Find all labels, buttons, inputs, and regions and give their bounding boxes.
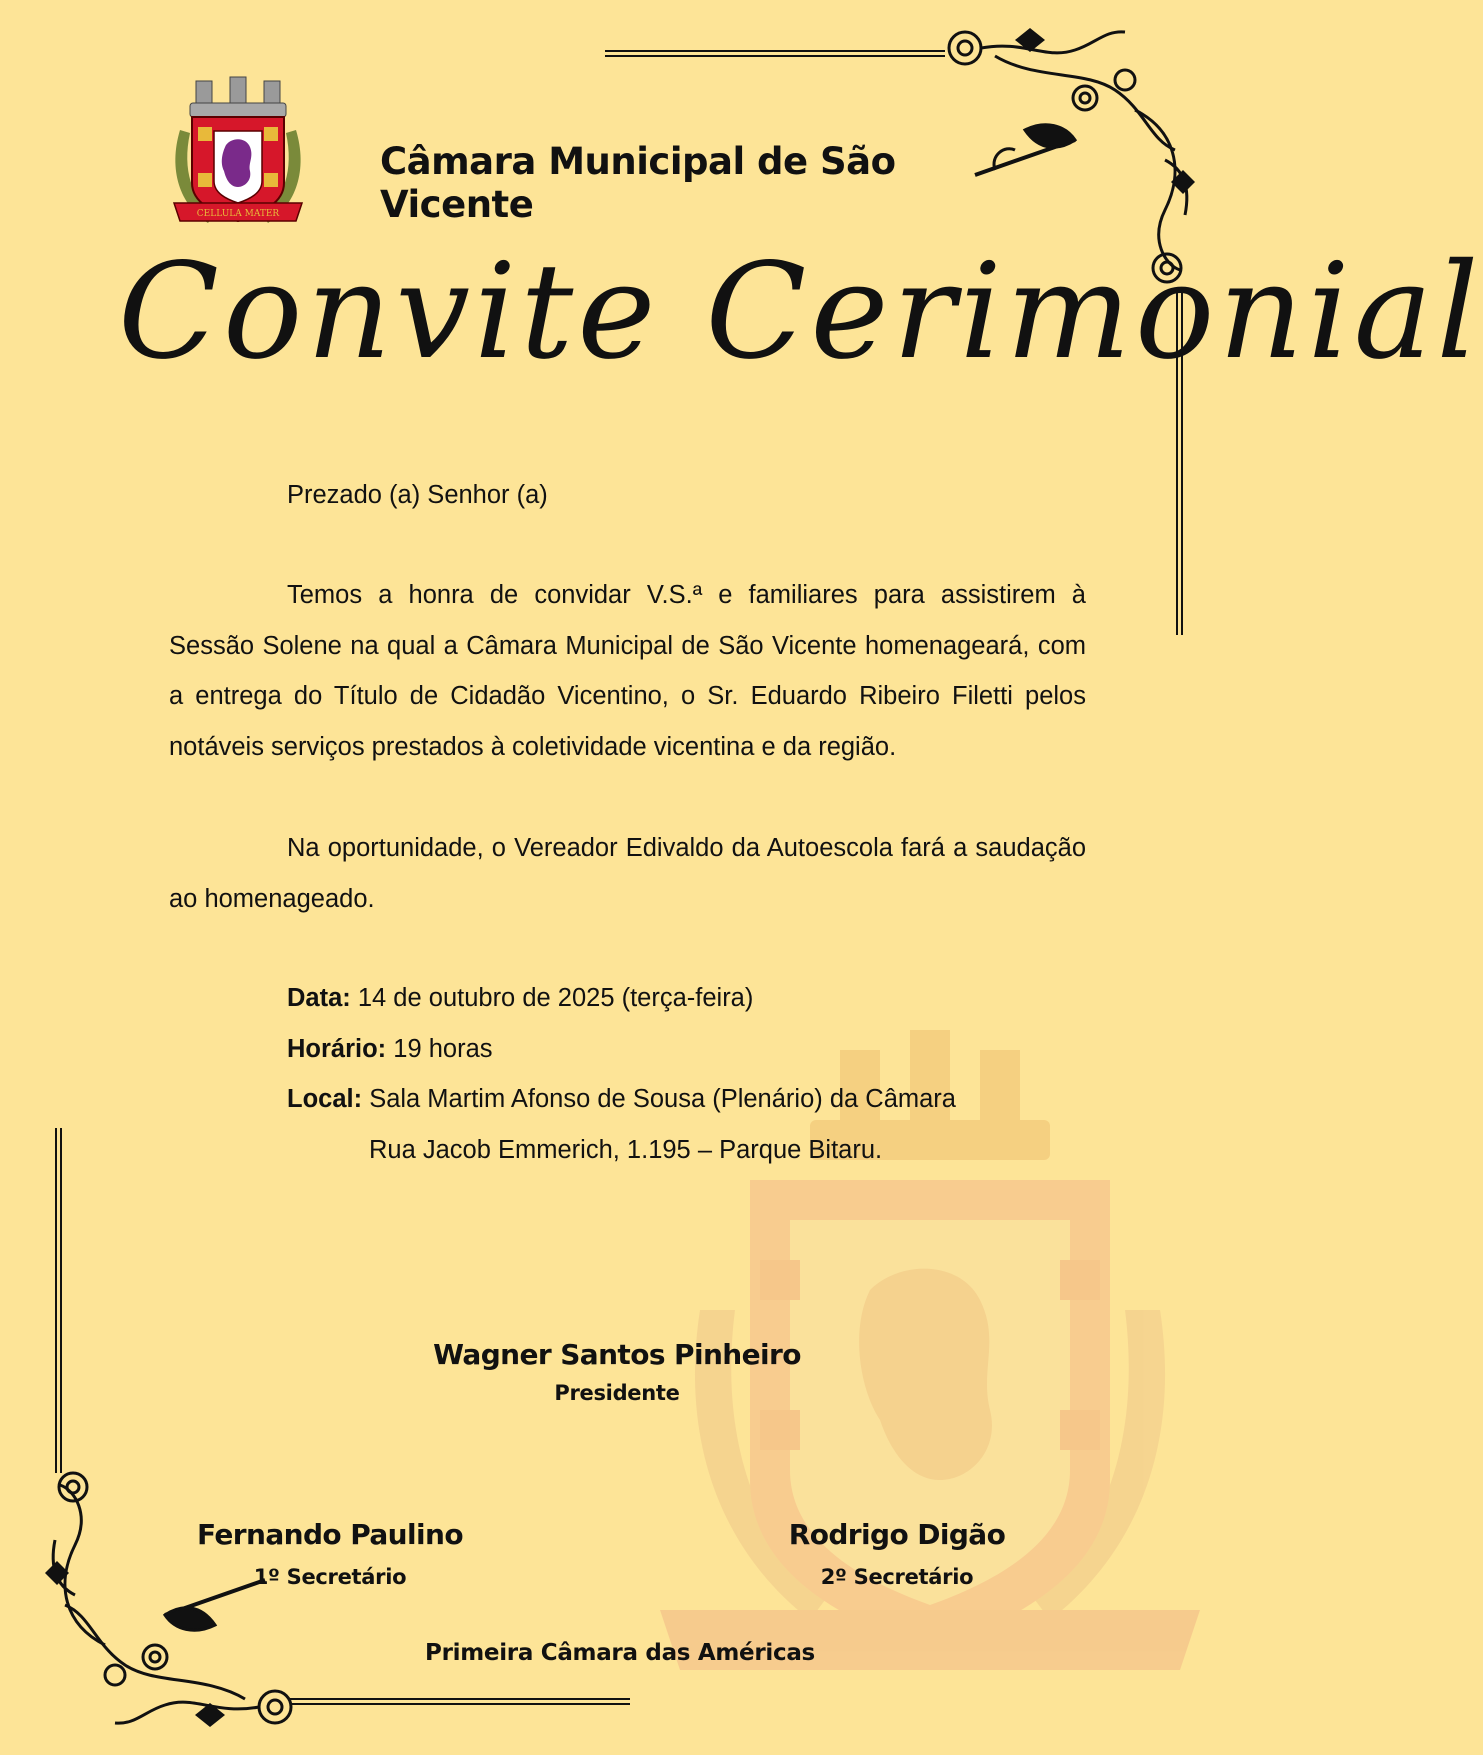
- paragraph-invitation: Temos a honra de convidar V.S.ª e familiares para assistirem à Sessão Solene na qual a Câmara Municipal de São Vicente homenageará, com a entrega do Título de Cidadão Vicentino, o Sr. Eduardo Ribeiro Filetti pelos notáveis serviços prestados à coletividade vicentina e da região.: [169, 581, 1086, 761]
- bottom-left-corner-ornament-icon: [25, 1455, 305, 1735]
- event-time: [287, 1035, 493, 1064]
- president-name: Wagner Santos Pinheiro: [433, 1338, 801, 1371]
- top-frame-line: [605, 50, 945, 57]
- bottom-frame-line: [290, 1698, 630, 1705]
- event-place: [287, 1085, 956, 1114]
- place-label: Local:: [287, 1085, 363, 1113]
- coat-of-arms-icon: [168, 75, 308, 230]
- institution-name: Câmara Municipal de São Vicente: [380, 140, 896, 226]
- left-frame-line: [55, 1128, 62, 1473]
- second-secretary-name: Rodrigo Digão: [788, 1518, 1006, 1551]
- event-date: [287, 984, 753, 1013]
- date-label: Data:: [287, 984, 351, 1012]
- time-label: Horário:: [287, 1035, 387, 1063]
- president-role: Presidente: [554, 1381, 680, 1405]
- footer-motto: Primeira Câmara das Américas: [425, 1640, 815, 1666]
- seal-motto: CELLULA MATER: [196, 209, 280, 219]
- event-address: Rua Jacob Emmerich, 1.195 – Parque Bitaru.: [369, 1136, 883, 1164]
- second-secretary-role: 2º Secretário: [820, 1565, 974, 1589]
- greeting: Prezado (a) Senhor (a): [287, 481, 548, 509]
- paragraph-greeting-speaker: Na oportunidade, o Vereador Edivaldo da Autoescola fará a saudação ao homenageado.: [169, 834, 1086, 913]
- first-secretary-role: 1º Secretário: [253, 1565, 407, 1589]
- date-value: 14 de outubro de 2025 (terça-feira): [357, 984, 754, 1012]
- time-value: 19 horas: [393, 1035, 493, 1063]
- invitation-title: Convite Cerimonial: [118, 235, 1483, 389]
- place-value: Sala Martim Afonso de Sousa (Plenário) da Câmara: [369, 1085, 956, 1113]
- first-secretary-name: Fernando Paulino: [197, 1518, 463, 1551]
